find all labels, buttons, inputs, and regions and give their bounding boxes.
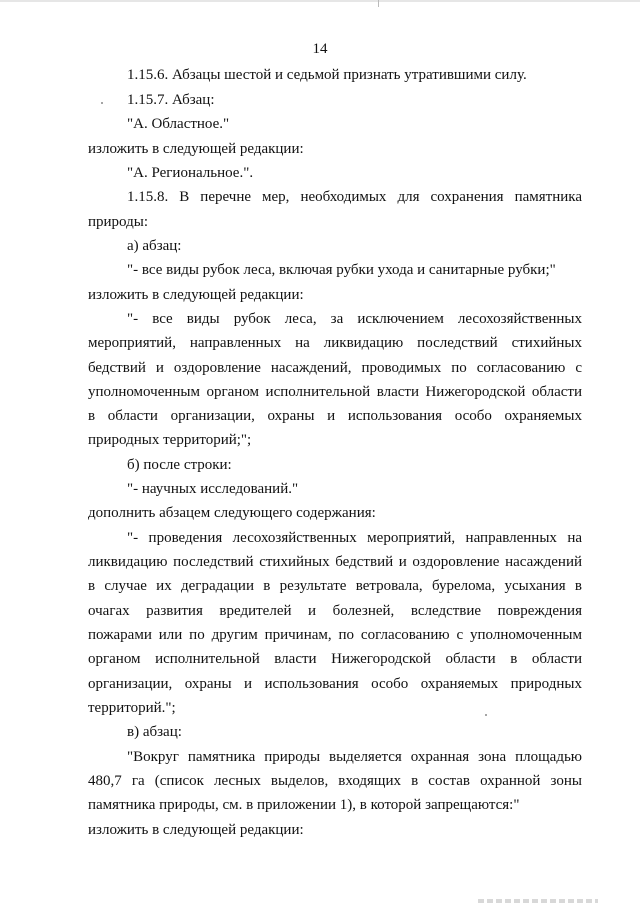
text-line: "Вокруг памятника природы выделяется охранная зона площадью <box>127 749 582 765</box>
text-line: в случае их деградации в результате ветровала, бурелома, усыхания в <box>88 578 582 594</box>
text-line: очагах развития вредителей и болезней, вследствие повреждения <box>88 603 582 619</box>
text-line: 480,7 га (список лесных выделов, входящих в состав охранной зоны <box>88 773 582 789</box>
text-line: 1.15.7. Абзац: <box>127 92 215 108</box>
text-line: природных территорий;"; <box>88 432 252 448</box>
text-line: а) абзац: <box>127 238 182 254</box>
text-line: "А. Региональное.". <box>127 165 254 181</box>
text-line: ликвидацию последствий стихийных бедствий и оздоровление насаждений <box>88 554 582 570</box>
text-line: памятника природы, см. в приложении 1), в которой запрещаются:" <box>88 797 520 813</box>
scan-bottom-mark <box>478 899 598 903</box>
text-line: "А. Областное." <box>127 116 230 132</box>
text-line: "- научных исследований." <box>127 481 299 497</box>
text-line: пожарами или по другим причинам, по согласованию с уполномоченным <box>88 627 582 643</box>
scan-speck <box>101 102 103 104</box>
text-line: "- все виды рубок леса, за исключением лесохозяйственных <box>127 311 582 327</box>
text-line: территорий."; <box>88 700 176 716</box>
text-line: 1.15.8. В перечне мер, необходимых для сохранения памятника <box>127 189 582 205</box>
text-line: организации, охраны и использования особо охраняемых природных <box>88 676 582 692</box>
text-line: изложить в следующей редакции: <box>88 287 304 303</box>
text-line: мероприятий, направленных на ликвидацию последствий стихийных <box>88 335 582 351</box>
scan-top-edge <box>0 0 640 2</box>
text-line: в области организации, охраны и использования особо охраняемых <box>88 408 582 424</box>
text-line: уполномоченным органом исполнительной власти Нижегородской области <box>88 384 582 400</box>
text-line: органом исполнительной власти Нижегородской области в области <box>88 651 582 667</box>
text-line: бедствий и оздоровление насаждений, проводимых по согласованию с <box>88 360 582 376</box>
text-line: природы: <box>88 214 148 230</box>
scan-speck <box>485 714 487 716</box>
text-line: "- все виды рубок леса, включая рубки ухода и санитарные рубки;" <box>127 262 556 278</box>
text-line: в) абзац: <box>127 724 182 740</box>
text-line: б) после строки: <box>127 457 232 473</box>
text-line: изложить в следующей редакции: <box>88 822 304 838</box>
text-line: изложить в следующей редакции: <box>88 141 304 157</box>
scan-edge-tick <box>378 0 379 7</box>
text-line: "- проведения лесохозяйственных мероприятий, направленных на <box>127 530 582 546</box>
text-line: дополнить абзацем следующего содержания: <box>88 505 376 521</box>
page-number: 14 <box>312 41 328 57</box>
text-line: 1.15.6. Абзацы шестой и седьмой признать утратившими силу. <box>127 67 527 83</box>
